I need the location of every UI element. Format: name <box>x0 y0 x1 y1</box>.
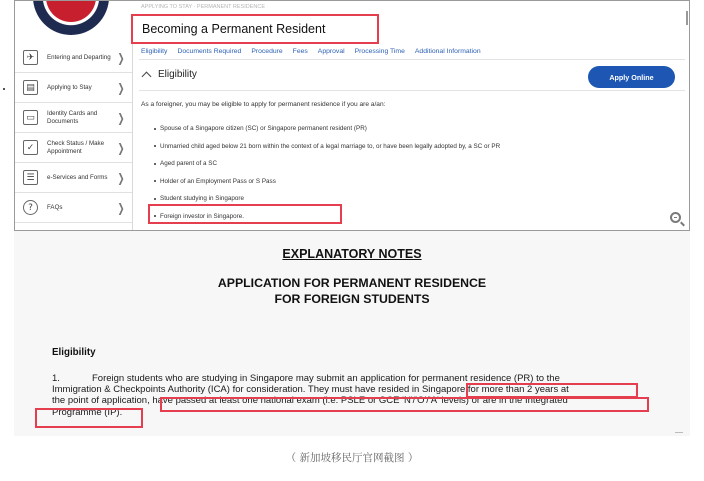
eligibility-intro: As a foreigner, you may be eligible to apply for permanent residence if you are a/an: <box>141 101 386 108</box>
list-item: Aged parent of a SC <box>154 160 500 178</box>
doc-line: Programme (IP). <box>52 406 123 418</box>
doc-paragraph-number: 1. <box>52 373 60 384</box>
document-screenshot <box>14 231 690 436</box>
status-check-icon: ✓ <box>23 140 38 155</box>
doc-line: the point of application, have passed at least one national exam (i.e. PSLE or GCE 'N'/'O'/'A' levels) or are in the Integrated <box>52 395 568 407</box>
doc-line: Immigration & Checkpoints Authority (ICA) for consideration. They must have resided in Singapore for more than 2 years at <box>52 384 569 396</box>
list-item: Spouse of a Singapore citizen (SC) or Singapore permanent resident (PR) <box>154 125 500 143</box>
sidebar-item-label: e-Services and Forms <box>47 173 108 181</box>
ica-seal-icon <box>33 1 109 35</box>
list-item: Holder of an Employment Pass or S Pass <box>154 178 500 196</box>
sidebar-item-check-status[interactable] <box>15 133 132 163</box>
divider <box>139 59 685 60</box>
sidebar-item-identity-cards[interactable] <box>15 103 132 133</box>
chevron-right-icon: ❯ <box>117 51 125 65</box>
tab-additional-information[interactable]: Additional Information <box>414 48 481 55</box>
section-title: Eligibility <box>158 69 197 80</box>
eligibility-accordion-toggle[interactable] <box>143 69 197 80</box>
tab-processing-time[interactable]: Processing Time <box>354 48 405 55</box>
sidebar-item-entering-departing[interactable] <box>15 43 132 73</box>
highlight-investor-box <box>148 204 342 224</box>
highlight-resided-box <box>466 383 638 398</box>
tab-fees[interactable]: Fees <box>292 48 308 55</box>
sidebar-item-label: FAQs <box>47 203 63 211</box>
doc-eligibility-heading: Eligibility <box>52 347 96 358</box>
page-corner <box>675 432 683 436</box>
tab-procedure[interactable]: Procedure <box>251 48 283 55</box>
apply-online-button[interactable]: Apply Online <box>588 66 675 88</box>
page-title: Becoming a Permanent Resident <box>142 22 326 36</box>
zoom-in-icon[interactable] <box>670 212 681 223</box>
sidebar-item-label: Entering and Departing <box>47 53 111 61</box>
image-caption: （ 新加坡移民厅官网截图 ） <box>285 452 419 464</box>
passport-stamp-icon: ✈ <box>23 50 38 65</box>
highlight-title-box <box>131 14 379 44</box>
doc-application-subheading: FOR FOREIGN STUDENTS <box>274 292 430 306</box>
chevron-right-icon: ❯ <box>117 81 125 95</box>
list-item: Unmarried child aged below 21 born within the context of a legal marriage to, or have been legally adopted by, a SC or PR <box>154 143 500 161</box>
highlight-exam-box <box>160 397 649 412</box>
chevron-right-icon: ❯ <box>117 111 125 125</box>
sidebar-item-faqs[interactable] <box>15 193 132 223</box>
sidebar-nav <box>15 43 133 231</box>
tab-eligibility[interactable]: Eligibility <box>141 48 168 55</box>
doc-line-text: Foreign students who are studying in Singapore may submit an application for permanent residence (PR) to the <box>92 373 560 384</box>
chevron-right-icon: ❯ <box>117 171 125 185</box>
doc-notes-heading: EXPLANATORY NOTES <box>282 247 422 261</box>
forms-icon: ☰ <box>23 170 38 185</box>
sidebar-item-label: Applying to Stay <box>47 83 92 91</box>
chevron-right-icon: ❯ <box>117 201 125 215</box>
list-item: Foreign investor in Singapore. <box>154 213 500 231</box>
sidebar-item-label: Identity Cards and Documents <box>47 110 98 125</box>
breadcrumb[interactable]: APPLYING TO STAY · PERMANENT RESIDENCE <box>141 4 265 10</box>
chevron-right-icon: ❯ <box>117 141 125 155</box>
list-item: Student studying in Singapore <box>154 195 500 213</box>
document-stack-icon: ▤ <box>23 80 38 95</box>
sidebar-item-label: Check Status / Make Appointment <box>47 140 105 155</box>
tab-documents-required[interactable]: Documents Required <box>177 48 242 55</box>
sidebar-item-applying-to-stay[interactable] <box>15 73 132 103</box>
section-tabs <box>141 48 491 55</box>
id-card-icon: ▭ <box>23 110 38 125</box>
tab-approval[interactable]: Approval <box>317 48 345 55</box>
sidebar-item-eservices[interactable] <box>15 163 132 193</box>
highlight-ip-box <box>35 408 143 428</box>
scrollbar[interactable] <box>686 11 688 25</box>
edge-dot <box>3 88 5 90</box>
doc-application-heading: APPLICATION FOR PERMANENT RESIDENCE <box>217 276 487 290</box>
chevron-up-icon <box>142 72 152 82</box>
question-icon: ? <box>23 200 38 215</box>
divider <box>139 90 685 91</box>
website-screenshot <box>14 0 690 231</box>
logo[interactable] <box>15 1 133 43</box>
